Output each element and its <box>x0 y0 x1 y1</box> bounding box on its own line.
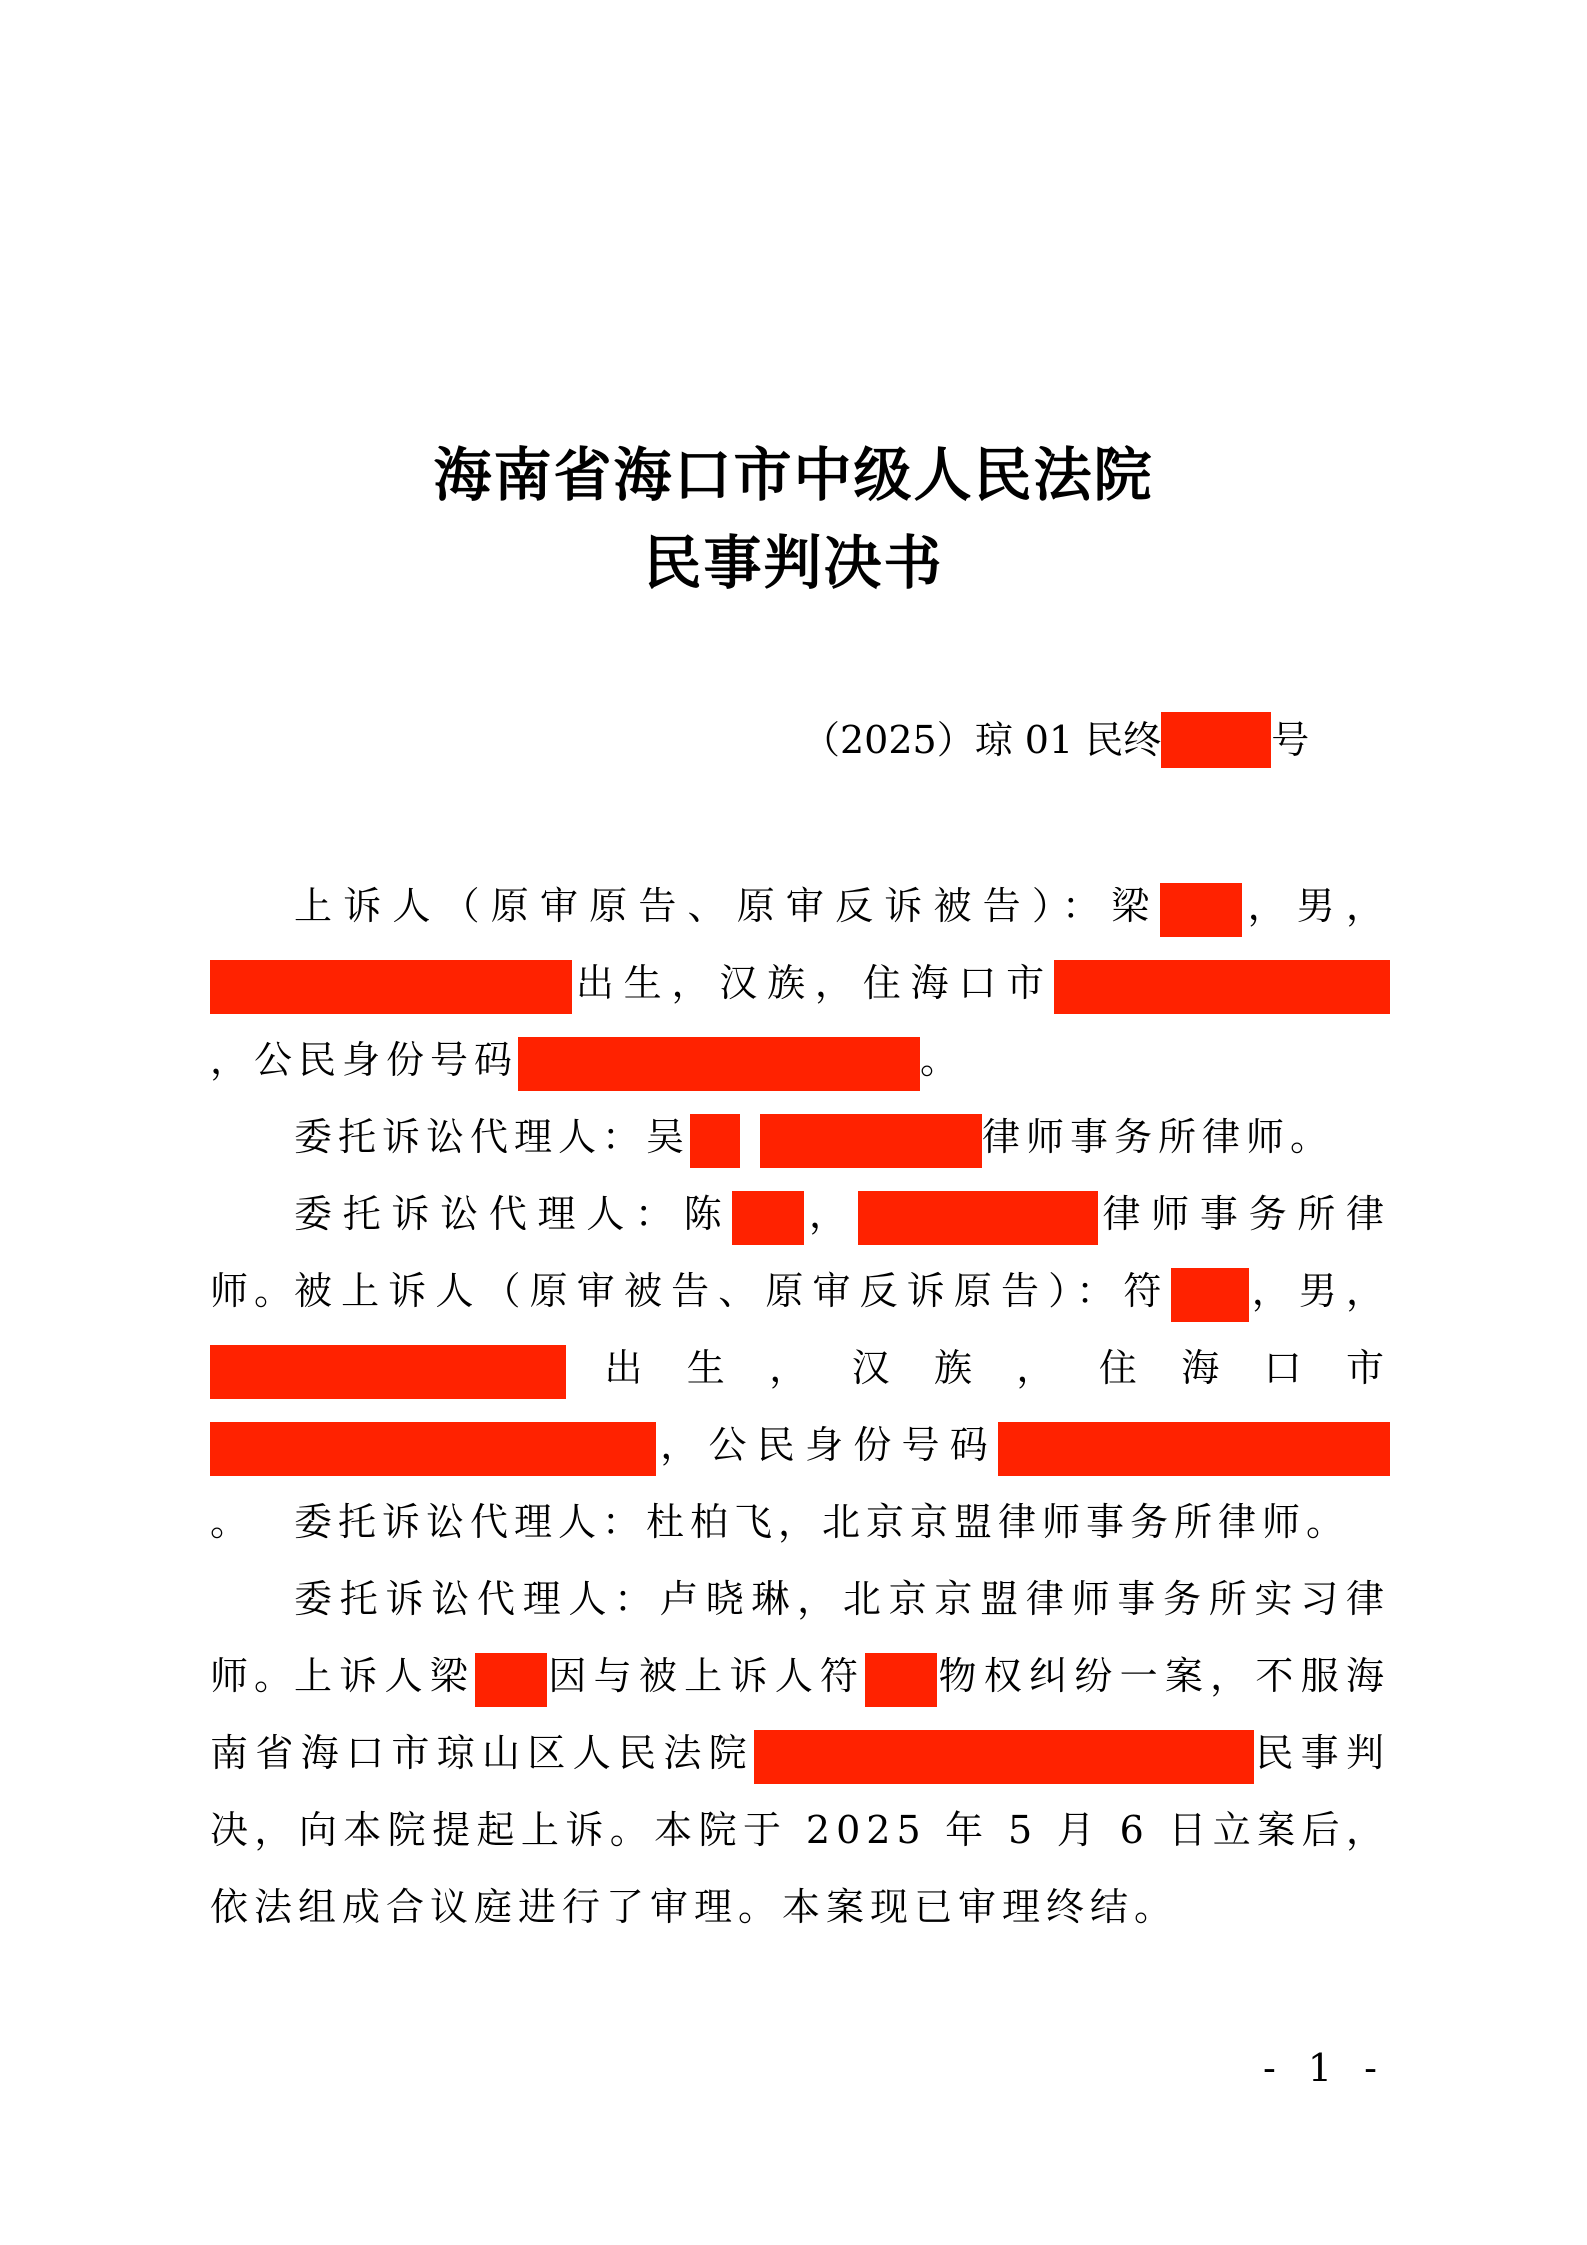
redaction-block <box>998 1422 1390 1476</box>
appellant-agent-1 <box>210 1099 1390 1176</box>
redaction-block <box>310 1345 566 1399</box>
appellee-agent-1: 委托诉讼代理人：杜柏飞，北京京盟律师事务所律师。 <box>294 1500 1351 1544</box>
redaction-block <box>760 1114 982 1168</box>
case-summary <box>210 1638 1390 1946</box>
appellant-id-label: ，公民身份号码 <box>210 1038 519 1082</box>
case-number-suffix: 号 <box>1271 718 1310 762</box>
summary-part-3: 物权纠纷一案，不服海南省海口市琼山区人民法院 <box>210 1654 1390 1775</box>
redaction-block <box>732 1191 804 1245</box>
agent-2-comma: ， <box>804 1192 858 1236</box>
agent-2-prefix: 委托诉讼代理人：陈 <box>294 1192 733 1236</box>
redaction-block <box>754 1730 1254 1784</box>
case-number <box>802 712 1309 768</box>
summary-part-4: 民事判决，向本院提起上诉。本院于 2025 年 5 月 6 日立案后，依法组成合议庭进行了审理。本案现已审理终结。 <box>210 1731 1390 1929</box>
appellee-role: 被上诉人（原审被告、原审反诉原告）：符 <box>294 1269 1171 1313</box>
court-name: 海南省海口市中级人民法院 <box>433 441 1154 509</box>
redaction-block <box>366 960 572 1014</box>
appellant-info <box>210 868 1390 1099</box>
redaction-block <box>1054 960 1390 1014</box>
appellant-role: 上诉人（原审原告、原审反诉被告）：梁 <box>294 884 1161 928</box>
redaction-block <box>475 1653 547 1707</box>
sentence-end: 。 <box>210 1500 255 1544</box>
redaction-block <box>865 1653 937 1707</box>
appellee-id-label: ，公民身份号码 <box>656 1423 998 1467</box>
appellee-gender: ，男， <box>1248 1269 1390 1313</box>
document-type: 民事判决书 <box>643 529 944 597</box>
redaction-block <box>1161 712 1271 768</box>
page-number: - 1 - <box>1262 2046 1387 2090</box>
redaction-block <box>1160 883 1242 937</box>
redaction-block <box>210 1422 656 1476</box>
appellant-gender: ，男， <box>1242 884 1390 928</box>
redaction-block <box>210 960 366 1014</box>
redaction-block <box>690 1114 740 1168</box>
sentence-end: 。 <box>920 1038 965 1082</box>
redaction-block <box>210 1345 310 1399</box>
summary-part-1: 上诉人梁 <box>294 1654 476 1698</box>
redaction-block <box>858 1191 1098 1245</box>
redaction-block <box>1171 1268 1249 1322</box>
summary-part-2: 因与被上诉人符 <box>547 1654 866 1698</box>
appellee-birth-residence: 出生，汉族，住海口市 <box>566 1346 1390 1390</box>
case-number-prefix: （2025）琼 01 民终 <box>802 718 1162 762</box>
appellant-birth-residence: 出生，汉族，住海口市 <box>572 961 1054 1005</box>
redaction-block <box>518 1037 920 1091</box>
agent-2-suffix: 律师事务所律师。 <box>210 1192 1390 1313</box>
agent-1-suffix: 律师事务所律师。 <box>982 1115 1335 1159</box>
agent-1-prefix: 委托诉讼代理人：吴 <box>294 1115 691 1159</box>
appellee-agent-2: 委托诉讼代理人：卢晓琳，北京京盟律师事务所实习律师。 <box>210 1577 1390 1698</box>
